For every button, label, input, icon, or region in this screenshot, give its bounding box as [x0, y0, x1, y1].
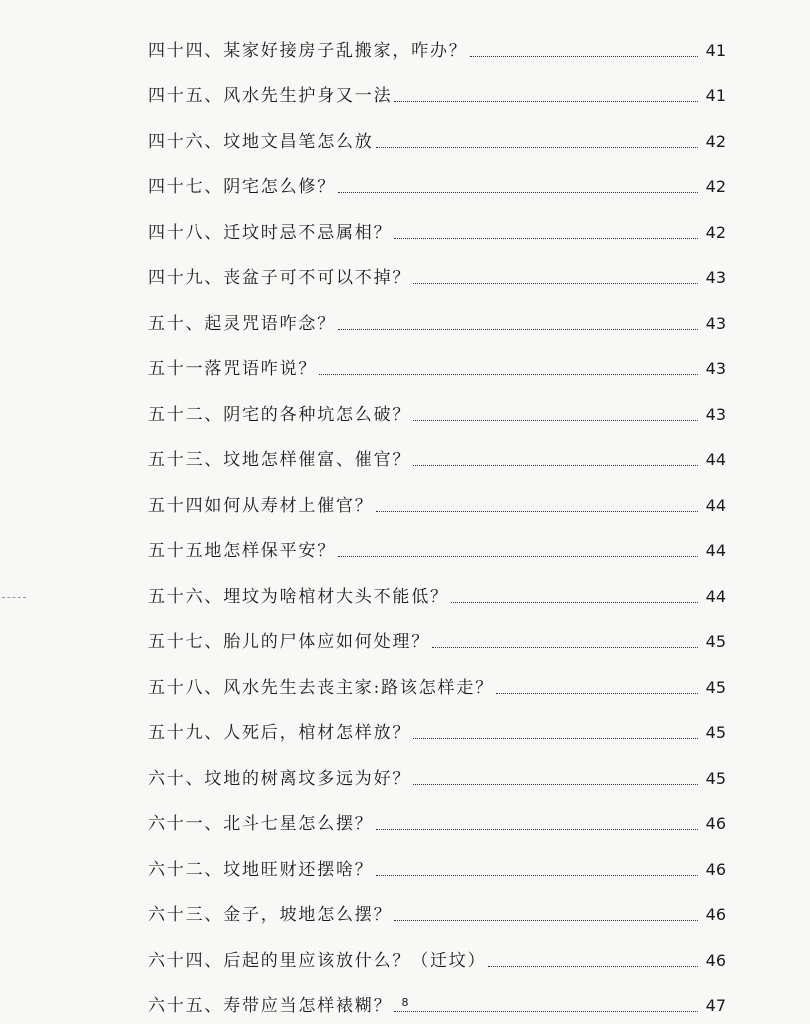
- toc-entry-page: 46: [705, 905, 726, 924]
- table-of-contents: [148, 20, 726, 1021]
- toc-entry-title: 四十八、迁坟时忌不忌属相？: [148, 222, 393, 243]
- toc-dot-leader: [338, 329, 698, 330]
- toc-entry-title: 四十九、丧盆子可不可以不掉？: [148, 268, 412, 288]
- toc-entry-title: 五十、起灵咒语咋念？: [148, 313, 336, 334]
- toc-entry-title: 五十一落咒语咋说？: [148, 359, 318, 379]
- toc-entry-title: 四十四、某家好接房子乱搬家，咋办？: [148, 40, 468, 61]
- toc-dot-leader: [413, 738, 698, 739]
- toc-entry: [148, 794, 726, 840]
- toc-entry-page: 46: [705, 950, 726, 970]
- toc-entry-page: 45: [705, 723, 726, 742]
- toc-dot-leader: [394, 1011, 698, 1012]
- toc-dot-leader: [413, 784, 698, 785]
- toc-entry-page: 44: [705, 495, 726, 515]
- toc-dot-leader: [338, 192, 698, 193]
- toc-entry-title: 五十四如何从寿材上催官？: [148, 495, 374, 516]
- toc-entry: [148, 885, 726, 931]
- toc-entry-page: 43: [705, 404, 726, 424]
- toc-entry: [148, 566, 726, 612]
- toc-entry-page: 42: [705, 131, 726, 151]
- toc-entry: [148, 930, 726, 976]
- toc-entry: [148, 157, 726, 203]
- toc-entry-title: 六十五、寿带应当怎样裱糊？: [148, 996, 393, 1016]
- toc-dot-leader: [413, 465, 698, 466]
- toc-entry-page: 43: [705, 268, 726, 287]
- toc-dot-leader: [338, 556, 698, 557]
- toc-dot-leader: [376, 511, 698, 512]
- toc-entry-title: 六十、坟地的树离坟多远为好？: [148, 768, 412, 789]
- toc-entry: [148, 20, 726, 66]
- toc-entry: [148, 111, 726, 157]
- toc-entry: [148, 339, 726, 385]
- toc-dot-leader: [319, 374, 698, 375]
- toc-entry-title: 五十八、风水先生去丧主家:路该怎样走？: [148, 677, 494, 698]
- toc-entry-title: 四十七、阴宅怎么修？: [148, 177, 336, 197]
- margin-mark: [2, 597, 26, 598]
- toc-dot-leader: [394, 238, 698, 239]
- toc-dot-leader: [376, 829, 698, 830]
- toc-entry: [148, 612, 726, 658]
- toc-entry-title: 六十三、金子，坡地怎么摆？: [148, 905, 393, 925]
- toc-entry-page: 44: [705, 450, 726, 469]
- toc-entry-title: 五十六、埋坟为啥棺材大头不能低？: [148, 586, 449, 607]
- toc-entry-title: 五十五地怎样保平安？: [148, 541, 336, 561]
- page-number: 8: [401, 996, 409, 1009]
- toc-entry-page: 41: [705, 40, 726, 60]
- toc-entry: [148, 66, 726, 112]
- toc-entry: [148, 703, 726, 749]
- toc-entry: [148, 384, 726, 430]
- toc-entry-page: 42: [705, 177, 726, 196]
- toc-entry-title: 五十九、人死后，棺材怎样放？: [148, 723, 412, 743]
- toc-entry-page: 46: [705, 814, 726, 833]
- toc-entry-title: 五十二、阴宅的各种坑怎么破？: [148, 404, 412, 425]
- toc-entry-title: 四十六、坟地文昌笔怎么放: [148, 131, 374, 152]
- toc-dot-leader: [394, 101, 698, 102]
- toc-entry: [148, 248, 726, 294]
- toc-entry-title: 五十三、坟地怎样催富、催官？: [148, 450, 412, 470]
- toc-dot-leader: [451, 602, 698, 603]
- toc-entry-page: 47: [705, 996, 726, 1015]
- toc-entry: [148, 293, 726, 339]
- toc-entry: [148, 748, 726, 794]
- toc-entry: [148, 475, 726, 521]
- toc-entry-title: 四十五、风水先生护身又一法: [148, 86, 393, 106]
- toc-entry-title: 六十四、后起的里应该放什么？（迁坟）: [148, 950, 487, 971]
- toc-entry-page: 44: [705, 586, 726, 606]
- toc-entry-page: 45: [705, 677, 726, 697]
- toc-entry-page: 43: [705, 359, 726, 378]
- toc-entry-page: 45: [705, 632, 726, 651]
- toc-dot-leader: [376, 875, 698, 876]
- toc-entry-page: 41: [705, 86, 726, 105]
- toc-dot-leader: [496, 693, 698, 694]
- toc-dot-leader: [376, 147, 698, 148]
- toc-entry-title: 六十二、坟地旺财还摆啥？: [148, 859, 374, 880]
- toc-entry-page: 42: [705, 222, 726, 242]
- toc-entry-page: 44: [705, 541, 726, 560]
- toc-dot-leader: [488, 966, 698, 967]
- toc-entry: [148, 657, 726, 703]
- toc-entry: [148, 202, 726, 248]
- toc-entry-page: 43: [705, 313, 726, 333]
- toc-dot-leader: [394, 920, 698, 921]
- toc-entry-title: 五十七、胎儿的尸体应如何处理？: [148, 632, 430, 652]
- toc-entry-title: 六十一、北斗七星怎么摆？: [148, 814, 374, 834]
- toc-entry-page: 46: [705, 859, 726, 879]
- toc-dot-leader: [413, 283, 698, 284]
- toc-dot-leader: [413, 420, 698, 421]
- toc-entry: [148, 521, 726, 567]
- toc-dot-leader: [432, 647, 698, 648]
- toc-entry: [148, 839, 726, 885]
- toc-entry-page: 45: [705, 768, 726, 788]
- toc-dot-leader: [470, 56, 698, 57]
- toc-entry: [148, 430, 726, 476]
